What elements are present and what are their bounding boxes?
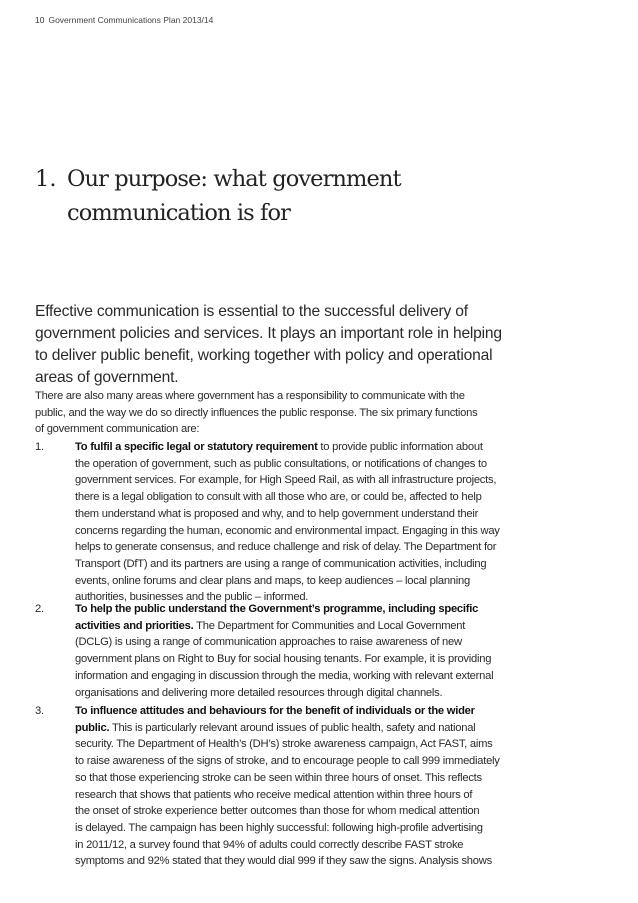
list-line: [75, 506, 575, 523]
list-line: [75, 787, 575, 804]
lead-line: government policies and services. It plays an important role in helping: [35, 325, 502, 342]
list-line-bold: To help the public understand the Government’s programme, including specific: [75, 603, 479, 615]
list-line: [75, 439, 575, 456]
list-line: [75, 736, 575, 753]
list-line-text: concerns regarding the human, economic and environmental impact. Engaging in this way: [75, 524, 500, 537]
list-line-text: authorities, businesses and the public – informed.: [75, 591, 309, 604]
list-line-text: the onset of stroke experience better outcomes than those for whom medical attention: [75, 805, 480, 818]
list-line-text: them understand what is proposed and why, and to help government understand their: [75, 507, 479, 520]
section-number: 1.: [35, 166, 57, 192]
list-line-text: information and engaging in discussion through the media, working with relevant external: [75, 669, 494, 682]
list-item-body: [75, 601, 575, 701]
page-number: 10: [35, 15, 45, 25]
list-line-text: the operation of government, such as public consultations, or notifications of changes to: [75, 457, 487, 470]
intro-line: of government communication are:: [35, 423, 200, 436]
running-title: Government Communications Plan 2013/14: [48, 15, 214, 25]
list-line-bold: To influence attitudes and behaviours for the benefit of individuals or the wider: [75, 705, 475, 717]
list-line-text: Transport (DfT) and its partners are using a range of communication activities, including: [75, 557, 487, 570]
list-item-number: 1.: [35, 441, 44, 453]
list-item-number: 2.: [35, 603, 44, 615]
list-line-bold: activities and priorities.: [75, 619, 194, 632]
running-header: [35, 15, 213, 25]
list-line: [75, 703, 575, 720]
list-item-body: [75, 703, 575, 870]
list-line-text: helps to generate consensus, and reduce challenge and risk of delay. The Department for: [75, 541, 497, 554]
list-item-body: [75, 439, 575, 606]
list-line: [75, 472, 575, 489]
lead-paragraph: [35, 301, 555, 389]
list-line-bold: public.: [75, 721, 110, 734]
list-line-text: government services. For example, for High Speed Rail, as with all infrastructure projects,: [75, 474, 497, 487]
list-line-text: there is a legal obligation to consult with all those who are, or could be, affected to help: [75, 491, 482, 504]
section-title-line: communication is for: [67, 200, 290, 226]
list-line-text: to raise awareness of the signs of stroke, and to encourage people to call 999 immediately: [75, 755, 500, 768]
section-title-line: Our purpose: what government: [67, 166, 401, 192]
list-line-text: events, online forums and clear plans and maps, to keep audiences – local planning: [75, 574, 470, 587]
list-line: [75, 770, 575, 787]
list-line: [75, 456, 575, 473]
list-line-bold: To fulfil a specific legal or statutory requirement: [75, 441, 318, 453]
list-line-text: organisations and delivering more detailed resources through digital channels.: [75, 686, 443, 699]
list-item-number: 3.: [35, 705, 44, 717]
list-line: [75, 685, 575, 702]
list-line: [75, 853, 575, 870]
list-line-text: security. The Department of Health’s (DH’s) stroke awareness campaign, Act FAST, aims: [75, 738, 493, 751]
list-line: [75, 573, 575, 590]
list-line: [75, 556, 575, 573]
list-line: [75, 837, 575, 854]
intro-line: There are also many areas where government has a responsibility to communicate with the: [35, 390, 465, 402]
list-line-text: This is particularly relevant around issues of public health, safety and national: [109, 721, 476, 734]
list-line-text: government plans on Right to Buy for social housing tenants. For example, it is providing: [75, 653, 492, 666]
list-line-text: research that shows that patients who receive medical attention within three hours of: [75, 788, 473, 801]
list-line: [75, 634, 575, 651]
lead-line: to deliver public benefit, working together with policy and operational: [35, 347, 493, 364]
list-line: [75, 523, 575, 540]
list-line: [75, 720, 575, 737]
list-line: [75, 753, 575, 770]
list-line-text: in 2011/12, a survey found that 94% of adults could correctly describe FAST stroke: [75, 838, 464, 851]
list-line: [75, 803, 575, 820]
list-line-text: The Department for Communities and Local Government: [193, 619, 466, 632]
list-line: [75, 489, 575, 506]
list-line: [75, 668, 575, 685]
list-line: [75, 618, 575, 635]
list-line: [75, 601, 575, 618]
list-line-text: so that those experiencing stroke can be seen within three hours of onset. This reflects: [75, 771, 482, 784]
list-line: [75, 651, 575, 668]
list-line: [75, 820, 575, 837]
intro-line: public, and the way we do so directly influences the public response. The six primary functions: [35, 406, 478, 419]
list-line-text: to provide public information about: [317, 441, 483, 453]
intro-paragraph: [35, 388, 565, 438]
lead-line: areas of government.: [35, 369, 179, 386]
list-line-text: symptoms and 92% stated that they would dial 999 if they saw the signs. Analysis shows: [75, 855, 492, 868]
list-line-text: is delayed. The campaign has been highly successful: following high-profile advertising: [75, 821, 483, 834]
lead-line: Effective communication is essential to the successful delivery of: [35, 303, 468, 320]
list-line-text: (DCLG) is using a range of communication approaches to raise awareness of new: [75, 636, 462, 649]
list-line: [75, 539, 575, 556]
